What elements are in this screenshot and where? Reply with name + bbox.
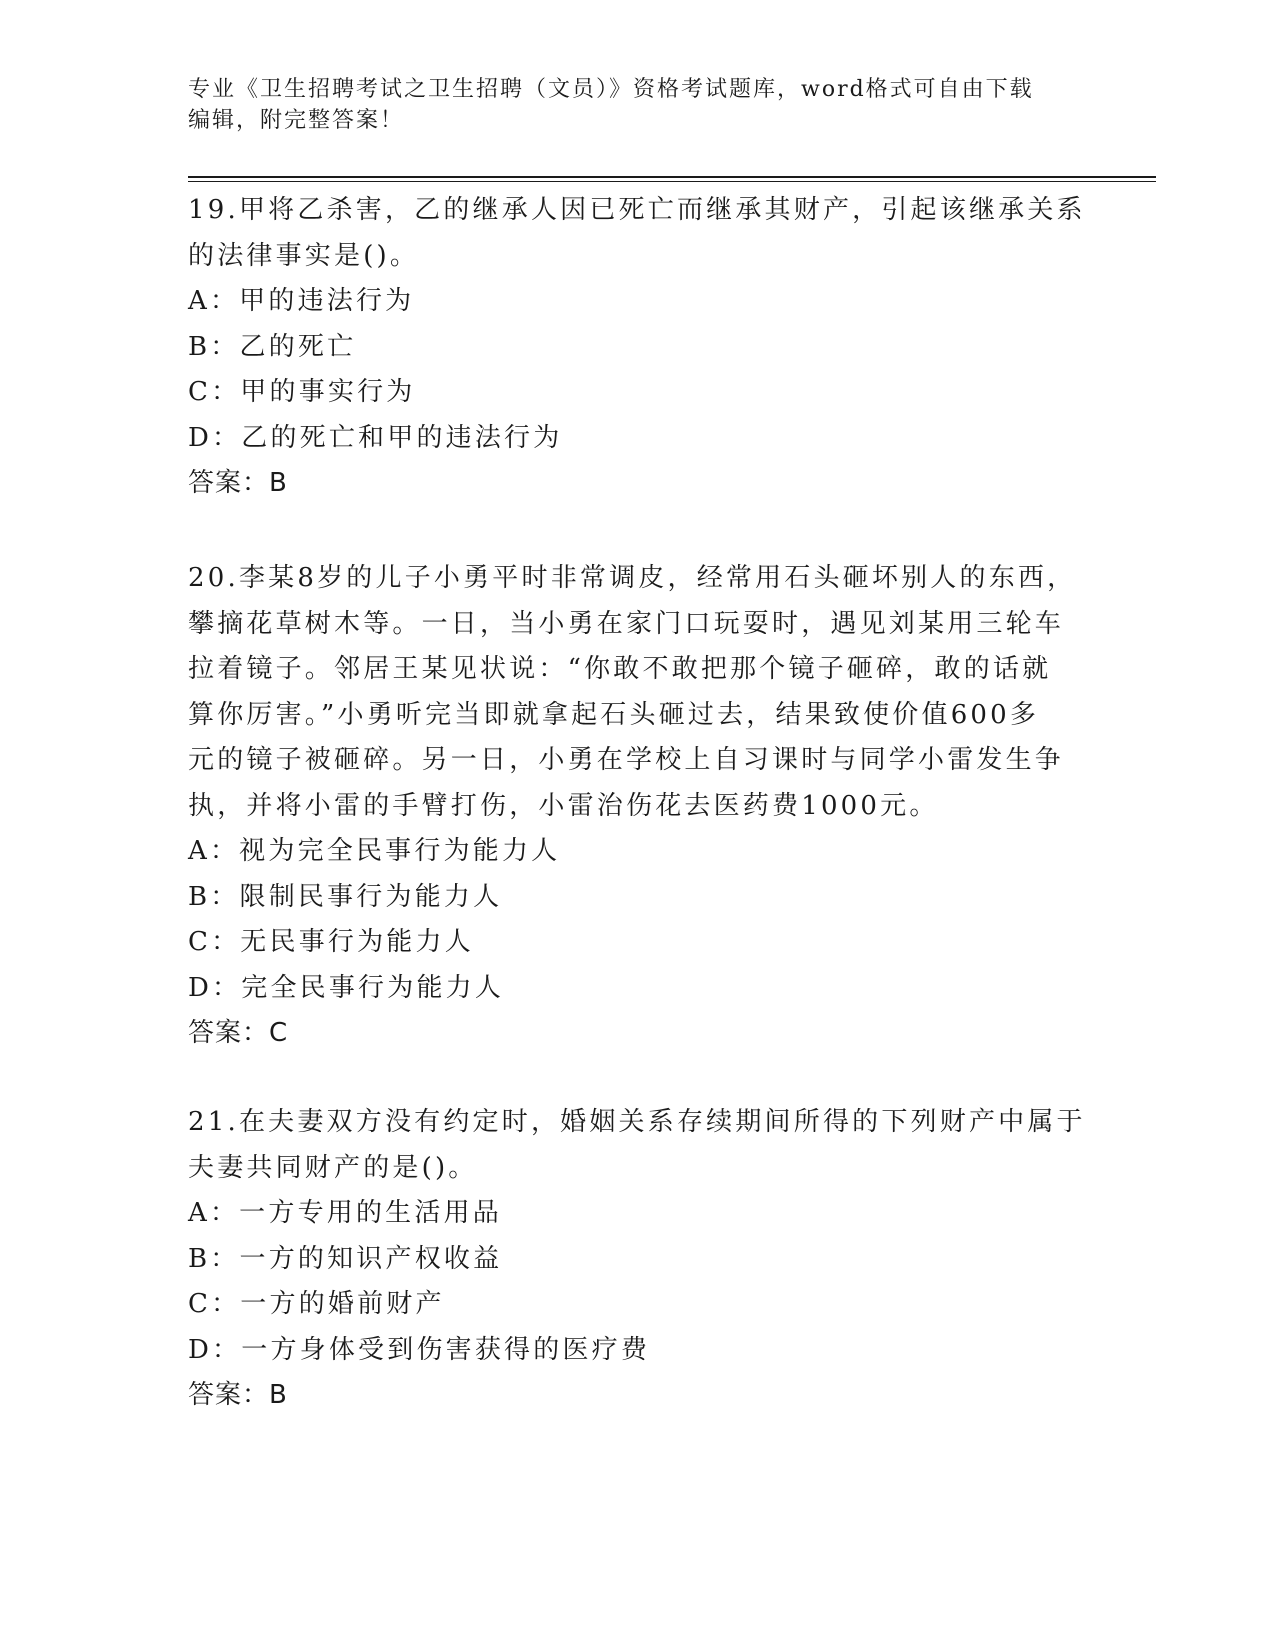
option-a: A：一方专用的生活用品 <box>188 1198 502 1228</box>
answer-line: 答案：B <box>188 468 288 498</box>
question-stem-line: 执，并将小雷的手臂打伤，小雷治伤花去医药费1000元。 <box>188 790 939 821</box>
question-stem-line: 元的镜子被砸碎。另一日，小勇在学校上自习课时与同学小雷发生争 <box>188 745 1065 775</box>
question-19 <box>188 188 1088 507</box>
option-b: B：乙的死亡 <box>188 331 357 362</box>
answer-line: 答案：B <box>188 1380 288 1410</box>
question-stem-line: 的法律事实是()。 <box>188 240 420 271</box>
question-stem-line: 20.李某8岁的儿子小勇平时非常调皮，经常用石头砸坏别人的东西， <box>188 563 1077 593</box>
question-stem-line: 21.在夫妻双方没有约定时，婚姻关系存续期间所得的下列财产中属于 <box>188 1107 1086 1137</box>
option-d: D：乙的死亡和甲的违法行为 <box>188 422 563 453</box>
header-line-2: 编辑，附完整答案！ <box>188 108 405 133</box>
header-divider-thin <box>188 181 1156 182</box>
option-d: D：完全民事行为能力人 <box>188 972 505 1003</box>
option-a: A：甲的违法行为 <box>188 286 415 316</box>
question-stem-line: 拉着镜子。邻居王某见状说：“你敢不敢把那个镜子砸碎，敢的话就 <box>188 654 1052 684</box>
question-stem-line: 夫妻共同财产的是()。 <box>188 1152 478 1183</box>
option-b: B：限制民事行为能力人 <box>188 881 503 912</box>
question-stem-line: 攀摘花草树木等。一日，当小勇在家门口玩耍时，遇见刘某用三轮车 <box>188 608 1065 639</box>
option-d: D：一方身体受到伤害获得的医疗费 <box>188 1334 651 1365</box>
option-a: A：视为完全民事行为能力人 <box>188 836 561 866</box>
option-c: C：一方的婚前财产 <box>188 1289 445 1319</box>
question-21 <box>188 1100 1088 1419</box>
answer-line: 答案：C <box>188 1018 289 1048</box>
header-divider-thick <box>188 176 1156 178</box>
document-header <box>188 74 1088 136</box>
option-c: C：无民事行为能力人 <box>188 927 474 957</box>
option-c: C：甲的事实行为 <box>188 377 416 407</box>
question-20 <box>188 556 1088 1057</box>
question-stem-line: 算你厉害。”小勇听完当即就拿起石头砸过去，结果致使价值600多 <box>188 699 1040 730</box>
option-b: B：一方的知识产权收益 <box>188 1243 503 1274</box>
question-stem-line: 19.甲将乙杀害，乙的继承人因已死亡而继承其财产，引起该继承关系 <box>188 195 1086 225</box>
header-line-1: 专业《卫生招聘考试之卫生招聘（文员）》资格考试题库，word格式可自由下载 <box>188 77 1034 102</box>
